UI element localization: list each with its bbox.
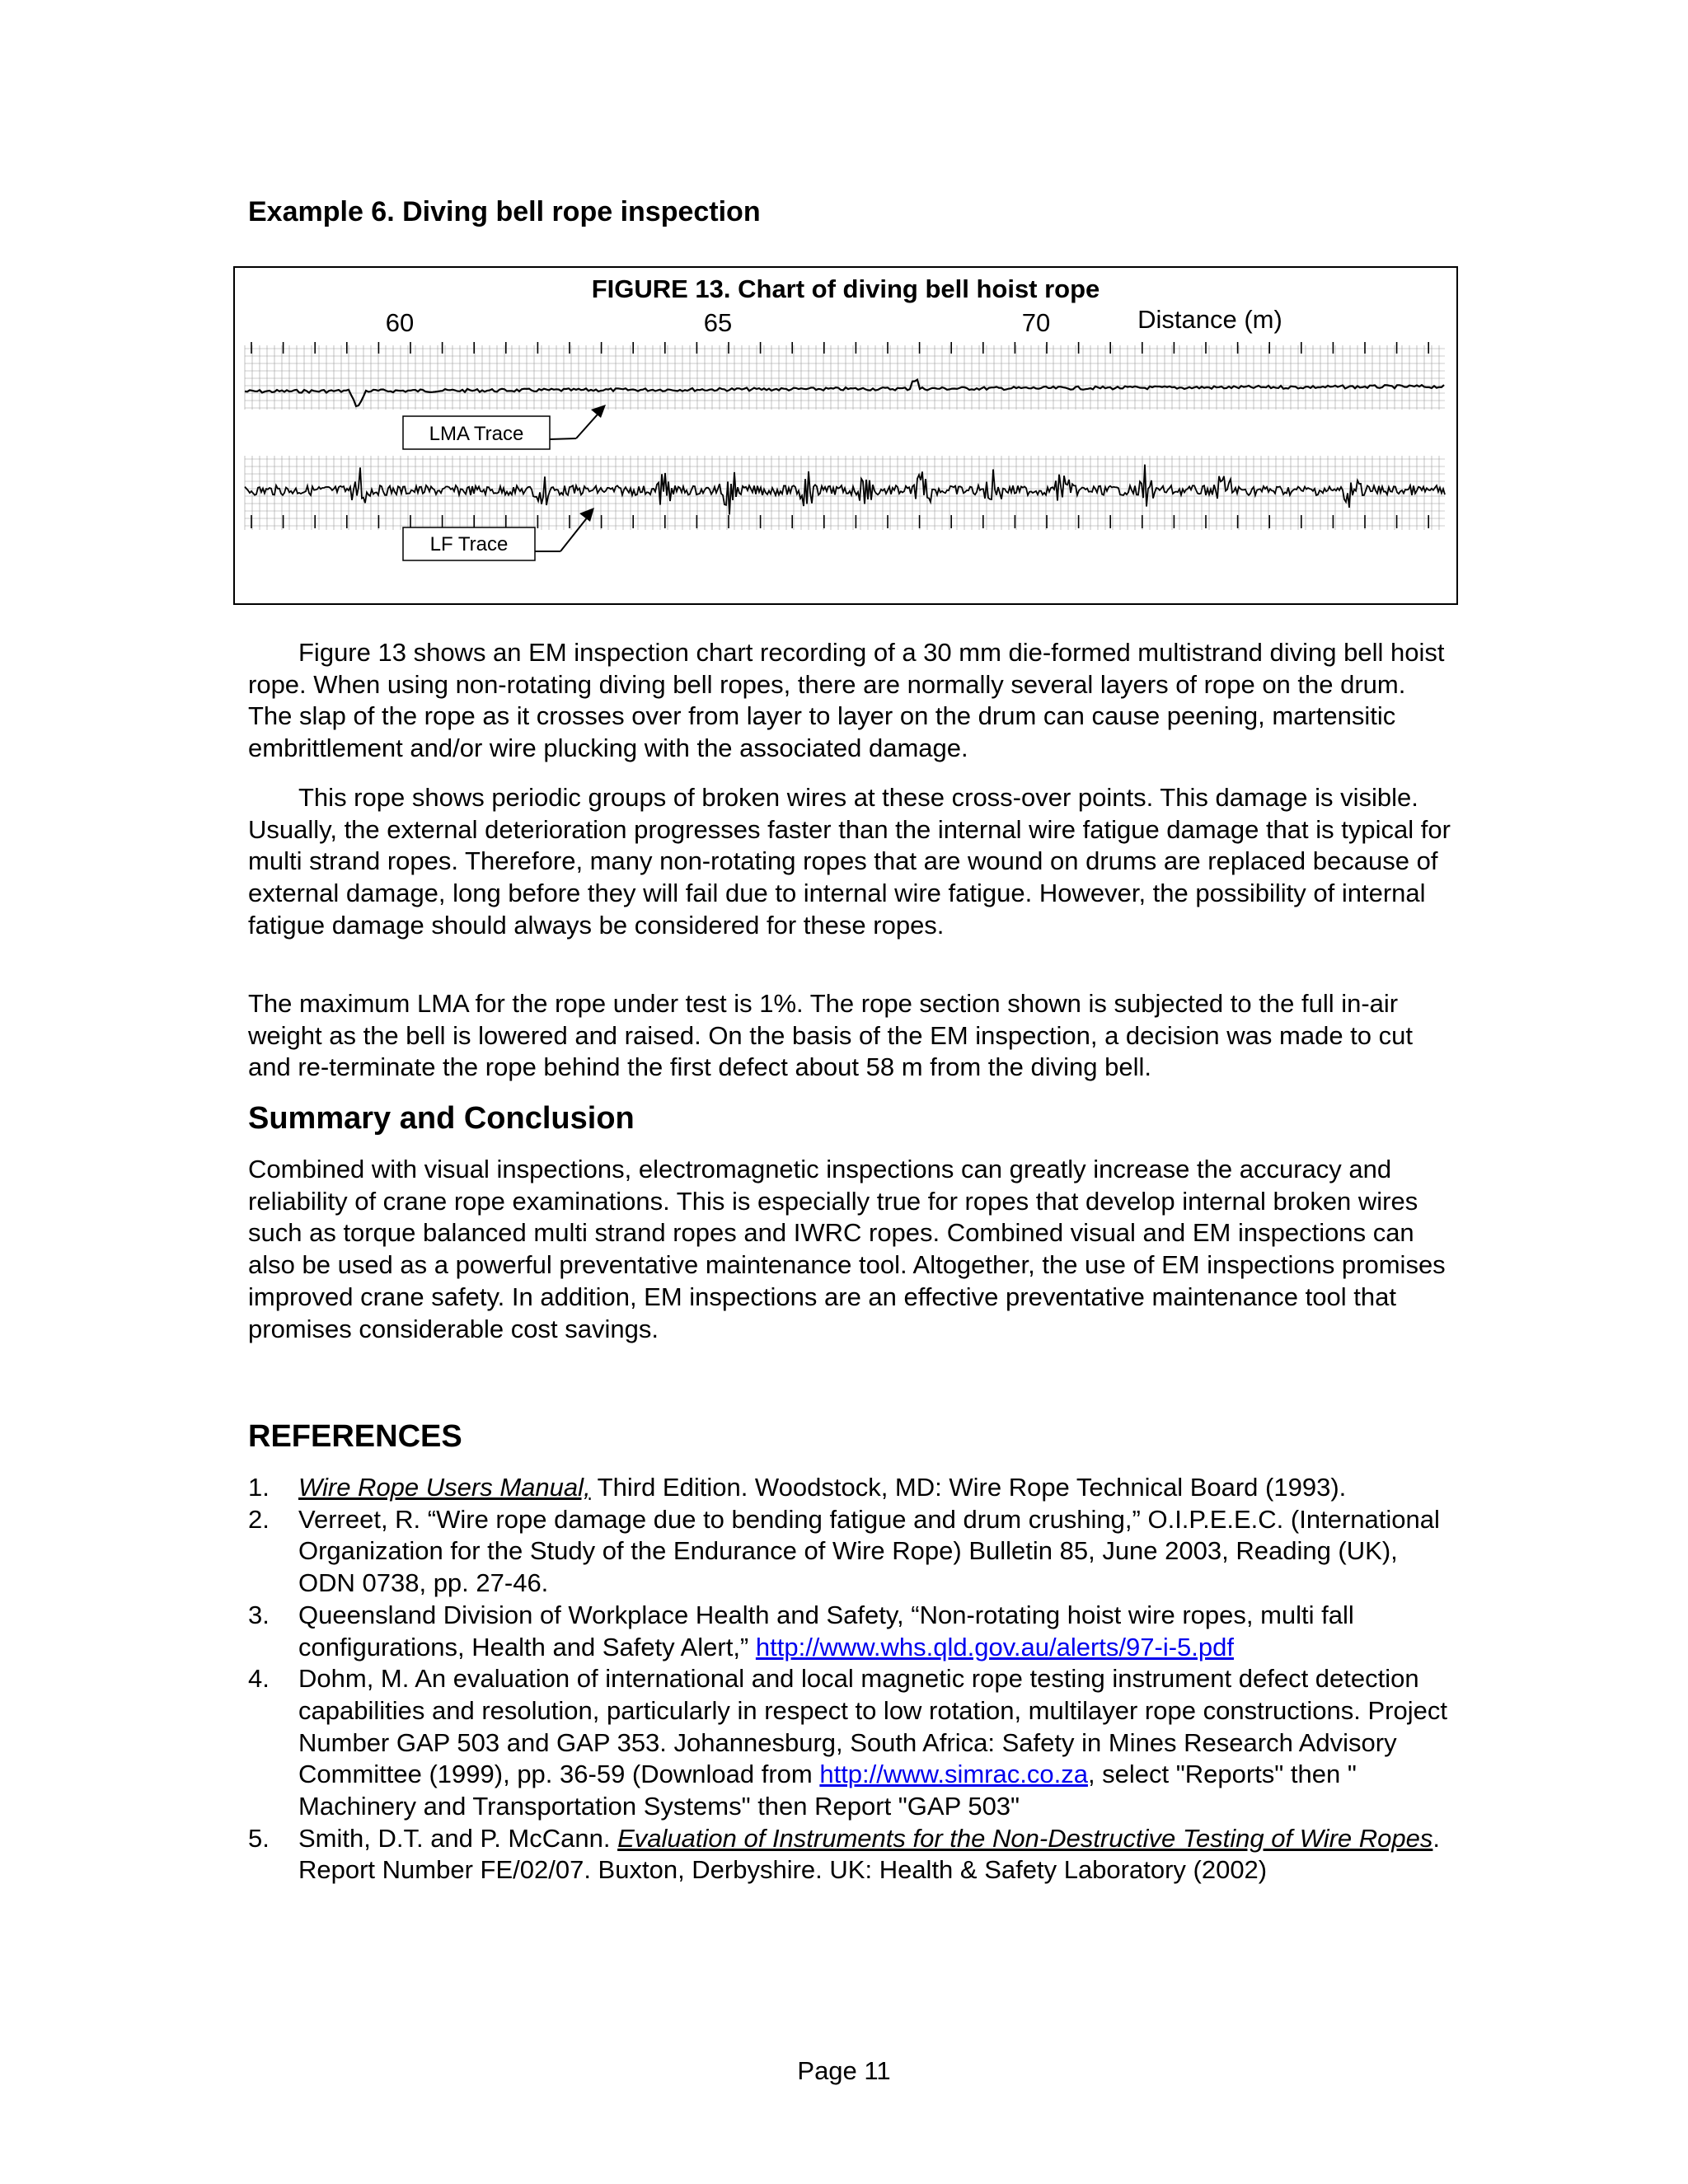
reference-link-whs[interactable]: http://www.whs.qld.gov.au/alerts/97-i-5.pdf — [755, 1632, 1234, 1661]
reference-text: Verreet, R. “Wire rope damage due to bending fatigue and drum crushing,” O.I.P.E.E.C. (International Organization for the Study of the Endurance of Wire Rope) Bulletin 85, June 2003, Reading (UK), ODN 0738, pp. 27-46. — [298, 1504, 1440, 1598]
lf-trace-callout — [403, 508, 594, 560]
lf-trace-label: LF Trace — [429, 533, 509, 555]
references-heading: REFERENCES — [248, 1419, 462, 1454]
paragraph-max-lma: The maximum LMA for the rope under test is 1%. The rope section shown is subjected to the full in-air weight as the bell is lowered and raised. On the basis of the EM inspection, a decision was made to cut and re-terminate the rope behind the first defect about 58 m from the diving bell. — [248, 989, 1413, 1082]
reference-link-simrac[interactable]: http://www.simrac.co.za — [819, 1760, 1088, 1789]
axis-label-70: 70 — [1021, 308, 1051, 337]
reference-item-4 — [248, 1663, 1451, 1823]
reference-title: Evaluation of Instruments for the Non-Destructive Testing of Wire Ropes — [617, 1823, 1433, 1853]
reference-text: Third Edition. Woodstock, MD: Wire Rope Technical Board (1993). — [590, 1473, 1347, 1502]
reference-list — [248, 1472, 1451, 1886]
reference-title: Wire Rope Users Manual, — [298, 1473, 591, 1502]
reference-item-1 — [248, 1472, 1451, 1504]
figure-13 — [233, 266, 1458, 605]
reference-number: 2. — [248, 1504, 270, 1534]
reference-text: Dohm, M. An evaluation of international and local magnetic rope testing instrument defect detection capabilities and resolution, particularly in respect to low rotation, multilayer rope constructions. Project Number GAP 503 and GAP 353. Johannesburg, South Africa: Safety in Mines Research Advisory Committee (1999), pp. 36-59 (Download from — [298, 1664, 1447, 1789]
reference-item-5 — [248, 1823, 1451, 1886]
axis-label-65: 65 — [703, 308, 733, 337]
reference-item-3 — [248, 1600, 1451, 1663]
reference-text-rest: . Report Number FE/02/07. Buxton, Derbyshire. UK: Health & Safety Laboratory (2002) — [298, 1823, 1441, 1885]
reference-item-2 — [248, 1504, 1451, 1600]
example-heading: Example 6. Diving bell rope inspection — [248, 196, 761, 227]
lma-trace-label: LMA Trace — [429, 423, 524, 445]
reference-number: 1. — [248, 1473, 270, 1502]
axis-label-60: 60 — [385, 308, 415, 337]
reference-text: Smith, D.T. and P. McCann. — [298, 1823, 618, 1853]
paragraph-broken-wires: This rope shows periodic groups of broken wires at these cross-over points. This damage is visible. Usually, the external deterioration progresses faster than the internal wire fatigue damage that is typical for multi strand ropes. Therefore, many non-rotating ropes that are wound on drums are replaced because of external damage, long before they will fail due to internal wire fatigue. However, the possibility of internal fatigue damage should always be considered for these ropes. — [248, 783, 1451, 940]
figure-title: FIGURE 13. Chart of diving bell hoist rope — [591, 274, 1100, 303]
lma-trace-callout — [403, 405, 606, 449]
axis-unit-label: Distance (m) — [1137, 305, 1282, 334]
reference-number: 3. — [248, 1600, 270, 1629]
lf-arrow-head — [579, 508, 594, 522]
page-number: Page 11 — [797, 2056, 891, 2085]
paragraph-conclusion: Combined with visual inspections, electromagnetic inspections can greatly increase the accuracy and reliability of crane rope examinations. This is especially true for ropes that develop internal broken wires such as torque balanced multi strand ropes and IWRC ropes. Combined visual and EM inspections can also be used as a powerful preventative maintenance tool. Altogether, the use of EM inspections promises improved crane safety. In addition, EM inspections are an effective preventative maintenance tool that promises considerable cost savings. — [248, 1155, 1446, 1343]
lf-trace-line — [245, 465, 1445, 515]
reference-text-rest: , select "Reports" then " Machinery and Transportation Systems" then Report "GAP 503" — [298, 1760, 1357, 1821]
chart-figure — [235, 268, 1456, 603]
summary-heading: Summary and Conclusion — [248, 1101, 635, 1136]
reference-text: Queensland Division of Workplace Health and Safety, “Non-rotating hoist wire ropes, multi fall configurations, Health and Safety Alert,” — [298, 1600, 1354, 1661]
reference-number: 4. — [248, 1664, 270, 1694]
paragraph-figure-description: Figure 13 shows an EM inspection chart recording of a 30 mm die-formed multistrand diving bell hoist rope. When using non-rotating diving bell ropes, there are normally several layers of rope on the drum. The slap of the rope as it crosses over from layer to layer on the drum can cause peening, martensitic embrittlement and/or wire plucking with the associated damage. — [248, 638, 1445, 763]
lma-arrow-line — [550, 438, 576, 439]
reference-number: 5. — [248, 1823, 270, 1853]
